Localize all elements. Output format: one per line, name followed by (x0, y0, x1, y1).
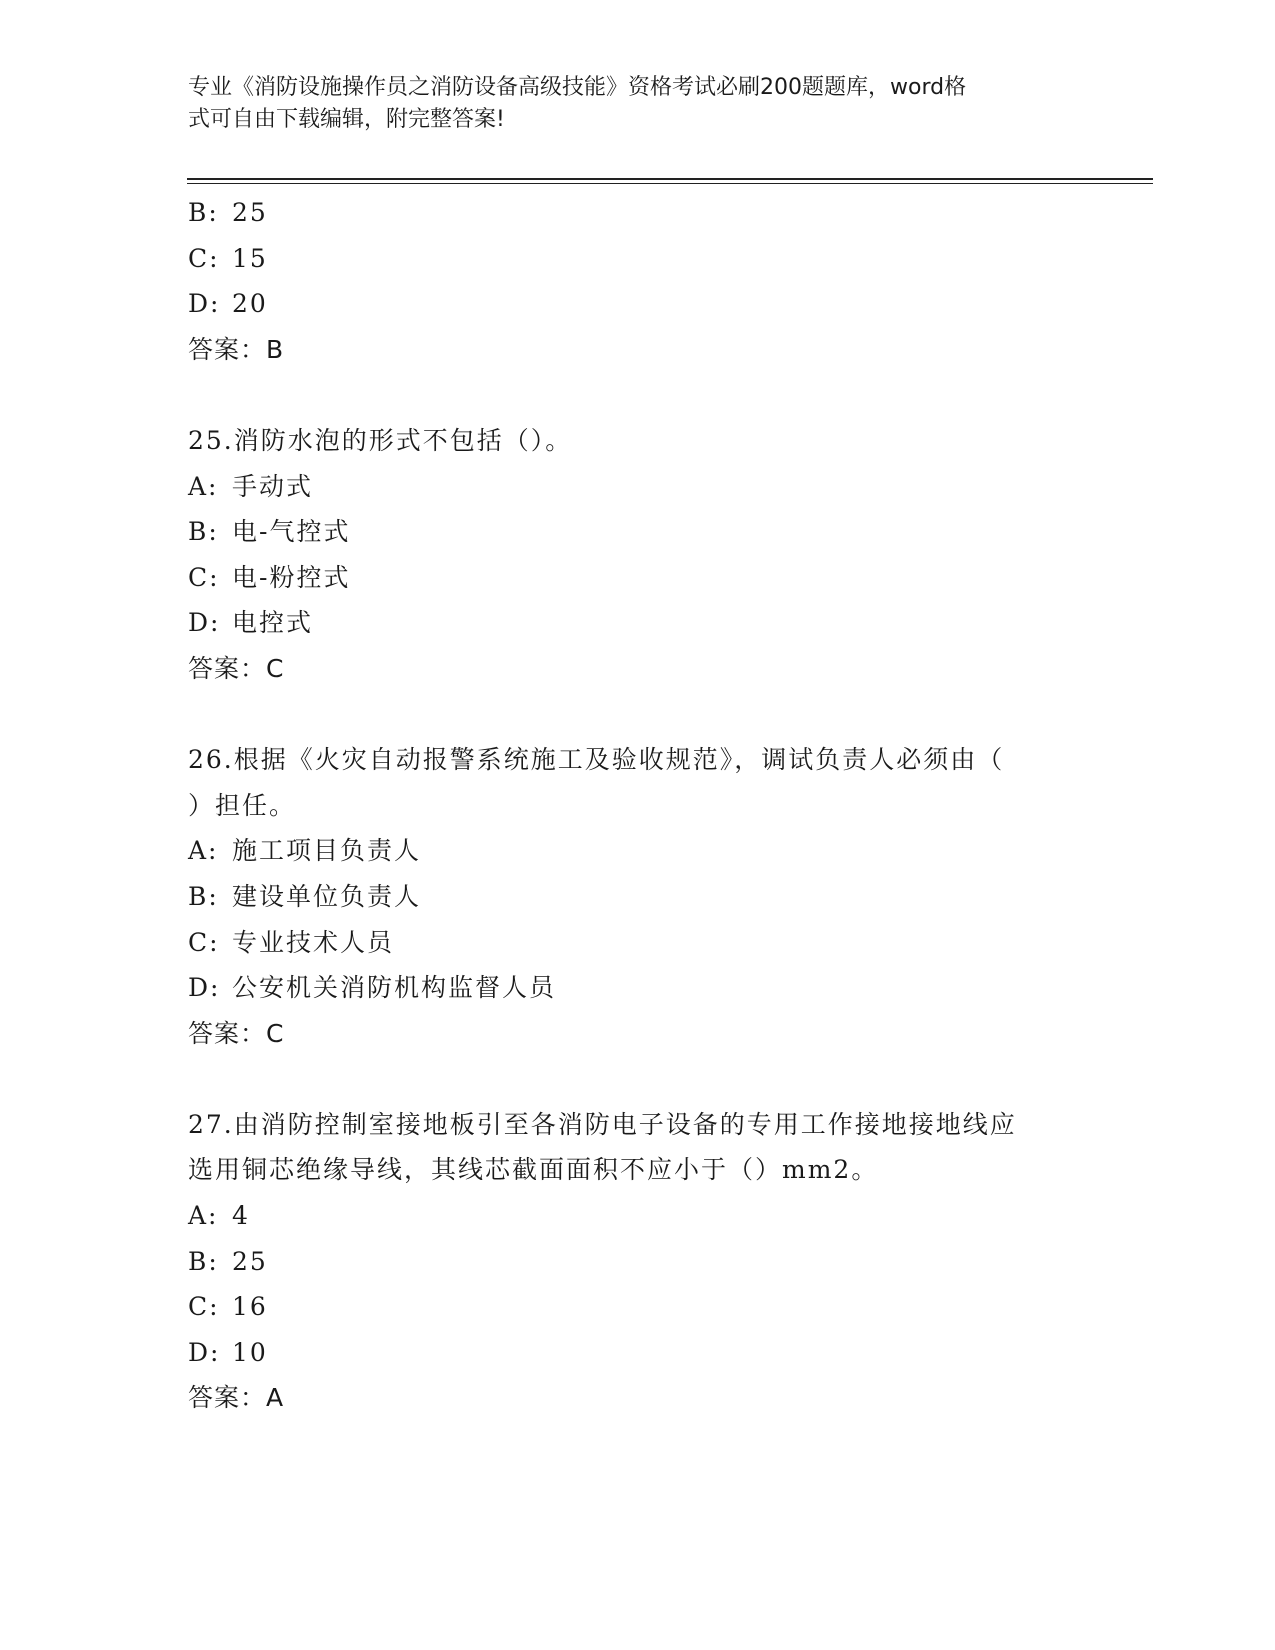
question-block-25 (188, 418, 1088, 692)
option-row (188, 281, 1088, 327)
option-text: 手动式 (232, 471, 314, 501)
option-key: C: (188, 1292, 220, 1322)
option-text: 专业技术人员 (232, 927, 395, 957)
option-key: D: (188, 608, 221, 638)
option-text: 15 (232, 243, 268, 273)
option-text: 16 (232, 1292, 268, 1322)
option-key: C: (188, 243, 220, 273)
question-stem-continued: 选用铜芯绝缘导线，其线芯截面面积不应小于（）mm2。 (188, 1155, 879, 1185)
answer-line: 答案：A (188, 1383, 285, 1413)
option-text: 电-粉控式 (232, 562, 351, 592)
question-block-26 (188, 737, 1088, 1056)
option-text: 建设单位负责人 (232, 881, 422, 911)
option-row (188, 600, 1088, 646)
option-row (188, 509, 1088, 555)
option-text: 25 (232, 198, 268, 227)
question-stem: 26.根据《火灾自动报警系统施工及验收规范》，调试负责人必须由（ (188, 745, 1005, 775)
option-row (188, 965, 1088, 1011)
option-text: 施工项目负责人 (232, 836, 422, 866)
question-list (188, 190, 1088, 1421)
option-text: 20 (232, 289, 268, 319)
question-block-27 (188, 1102, 1088, 1421)
option-text: 公安机关消防机构监督人员 (232, 973, 557, 1003)
option-key: A: (188, 471, 219, 501)
spacer (188, 692, 1088, 738)
option-key: B: (188, 881, 219, 911)
option-row (188, 555, 1088, 601)
option-text: 电控式 (232, 608, 314, 638)
option-text: 4 (232, 1201, 250, 1231)
option-key: B: (188, 517, 219, 547)
answer-line: 答案：C (188, 653, 285, 683)
option-key: D: (188, 289, 221, 319)
option-row (188, 1193, 1088, 1239)
option-key: C: (188, 562, 220, 592)
header-divider-thin (187, 183, 1153, 184)
option-row (188, 1330, 1088, 1376)
option-key: B: (188, 1246, 219, 1276)
option-row (188, 828, 1088, 874)
question-stem: 27.由消防控制室接地板引至各消防电子设备的专用工作接地接地线应 (188, 1109, 1017, 1139)
option-row (188, 236, 1088, 282)
option-key: D: (188, 973, 221, 1003)
document-header (188, 72, 1068, 136)
header-line-1: 专业《消防设施操作员之消防设备高级技能》资格考试必刷200题题库，word格 (188, 75, 967, 100)
option-text: 电-气控式 (232, 517, 351, 547)
question-stem-continued: ）担任。 (188, 790, 297, 820)
option-row (188, 464, 1088, 510)
answer-line: 答案：B (188, 334, 285, 364)
option-key: B: (188, 198, 219, 227)
option-key: A: (188, 836, 219, 866)
option-text: 10 (232, 1337, 268, 1367)
header-divider-thick (187, 178, 1153, 180)
option-text: 25 (232, 1246, 268, 1276)
question-stem: 25.消防水泡的形式不包括（）。 (188, 425, 573, 455)
option-row (188, 874, 1088, 920)
spacer (188, 1056, 1088, 1102)
header-line-2: 式可自由下载编辑，附完整答案! (188, 107, 505, 132)
option-key: C: (188, 927, 220, 957)
option-key: D: (188, 1337, 221, 1367)
option-key: A: (188, 1201, 219, 1231)
option-row (188, 1284, 1088, 1330)
option-row (188, 1239, 1088, 1285)
answer-line: 答案：C (188, 1018, 285, 1048)
option-row (188, 920, 1088, 966)
spacer (188, 372, 1088, 418)
option-row (188, 190, 1088, 236)
question-block-partial (188, 190, 1088, 372)
